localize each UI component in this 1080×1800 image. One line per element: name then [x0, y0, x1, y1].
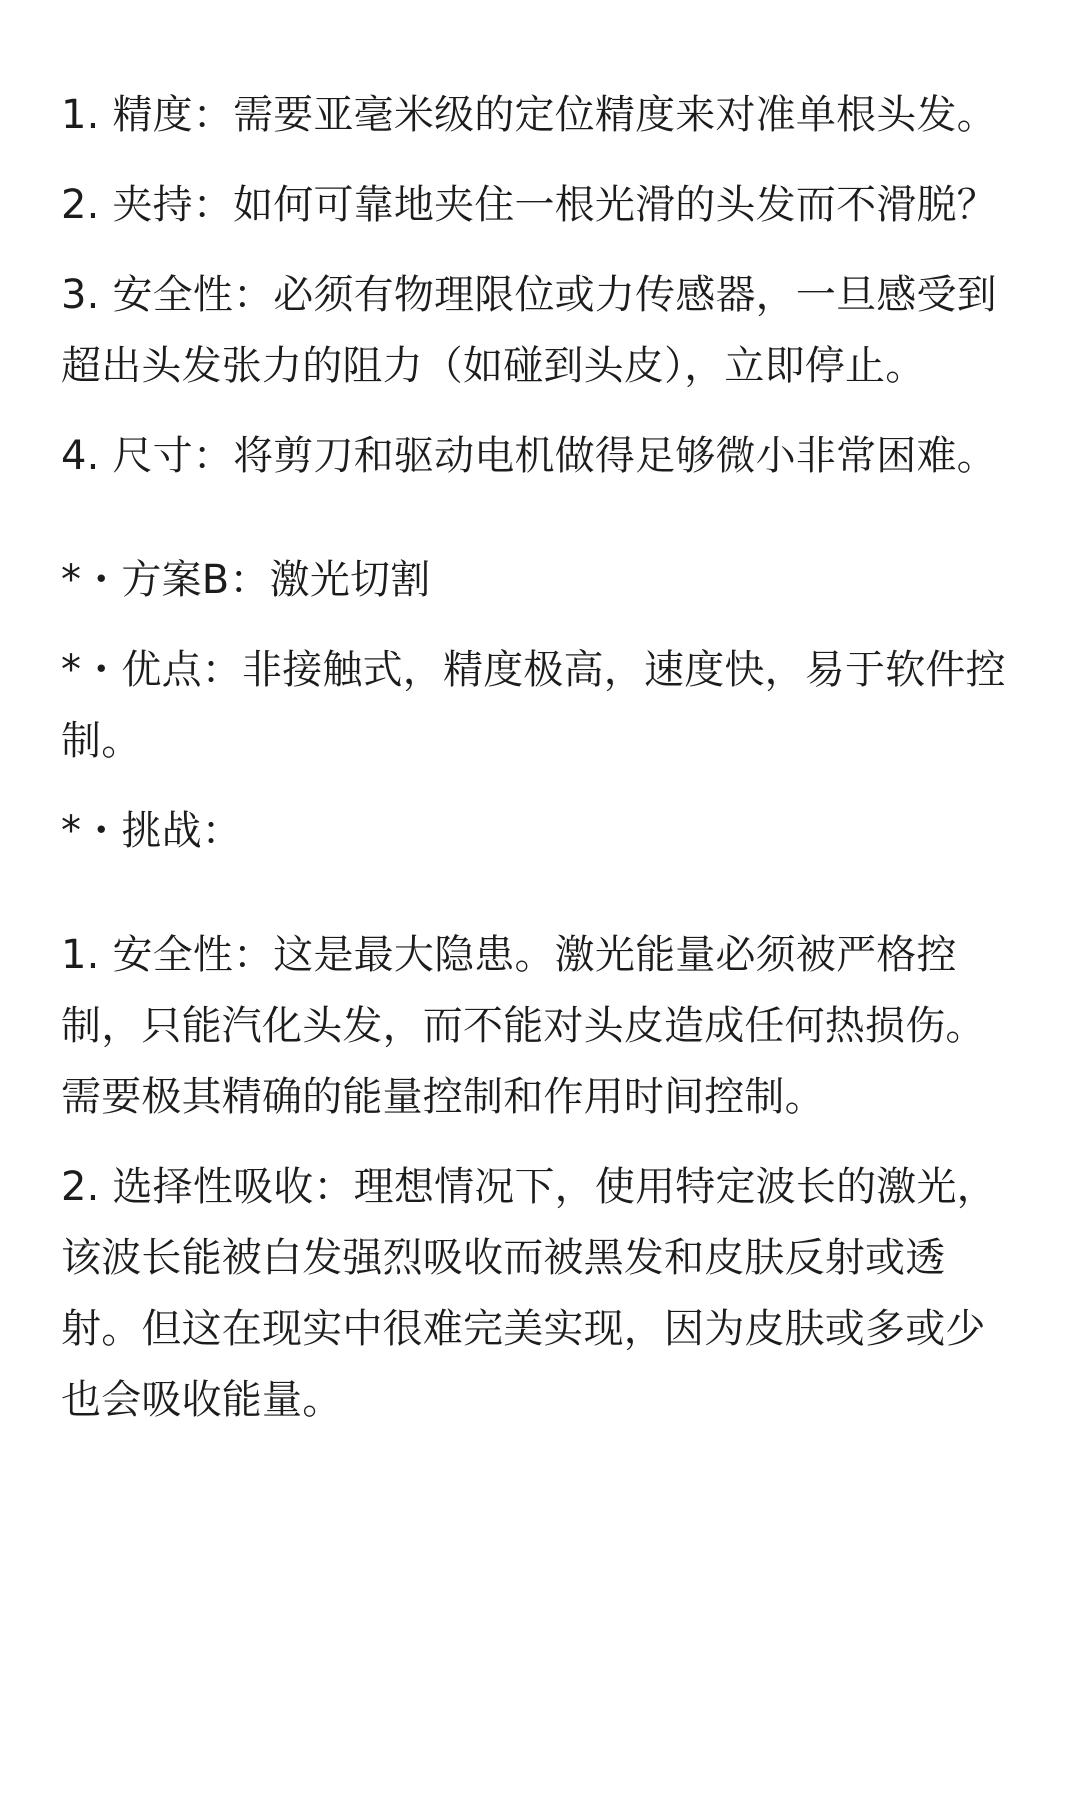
list-item-precision: 1. 精度：需要亚毫米级的定位精度来对准单根头发。: [61, 92, 997, 138]
list-item-selective-absorption: 2. 选择性吸收：理想情况下，使用特定波长的激光，该波长能被白发强烈吸收而被黑发和皮肤反射或透射。但这在现实中很难完美实现，因为皮肤或多或少也会吸收能量。: [61, 1164, 997, 1423]
bullet-plan-b: *・方案B：激光切割: [61, 557, 431, 603]
list-item-gripping: 2. 夹持：如何可靠地夹住一根光滑的头发而不滑脱？: [61, 182, 997, 228]
list-item-laser-safety: 1. 安全性：这是最大隐患。激光能量必须被严格控制，只能汽化头发，而不能对头皮造成任何热损伤。需要极其精确的能量控制和作用时间控制。: [61, 932, 986, 1120]
bullet-challenges: *・挑战：: [61, 808, 242, 854]
bullet-advantages: *・优点：非接触式，精度极高，速度快，易于软件控制。: [61, 647, 1006, 764]
list-item-safety: 3. 安全性：必须有物理限位或力传感器，一旦感受到超出头发张力的阻力（如碰到头皮），立即停止。: [61, 272, 997, 389]
list-item-size: 4. 尺寸：将剪刀和驱动电机做得足够微小非常困难。: [61, 433, 997, 479]
